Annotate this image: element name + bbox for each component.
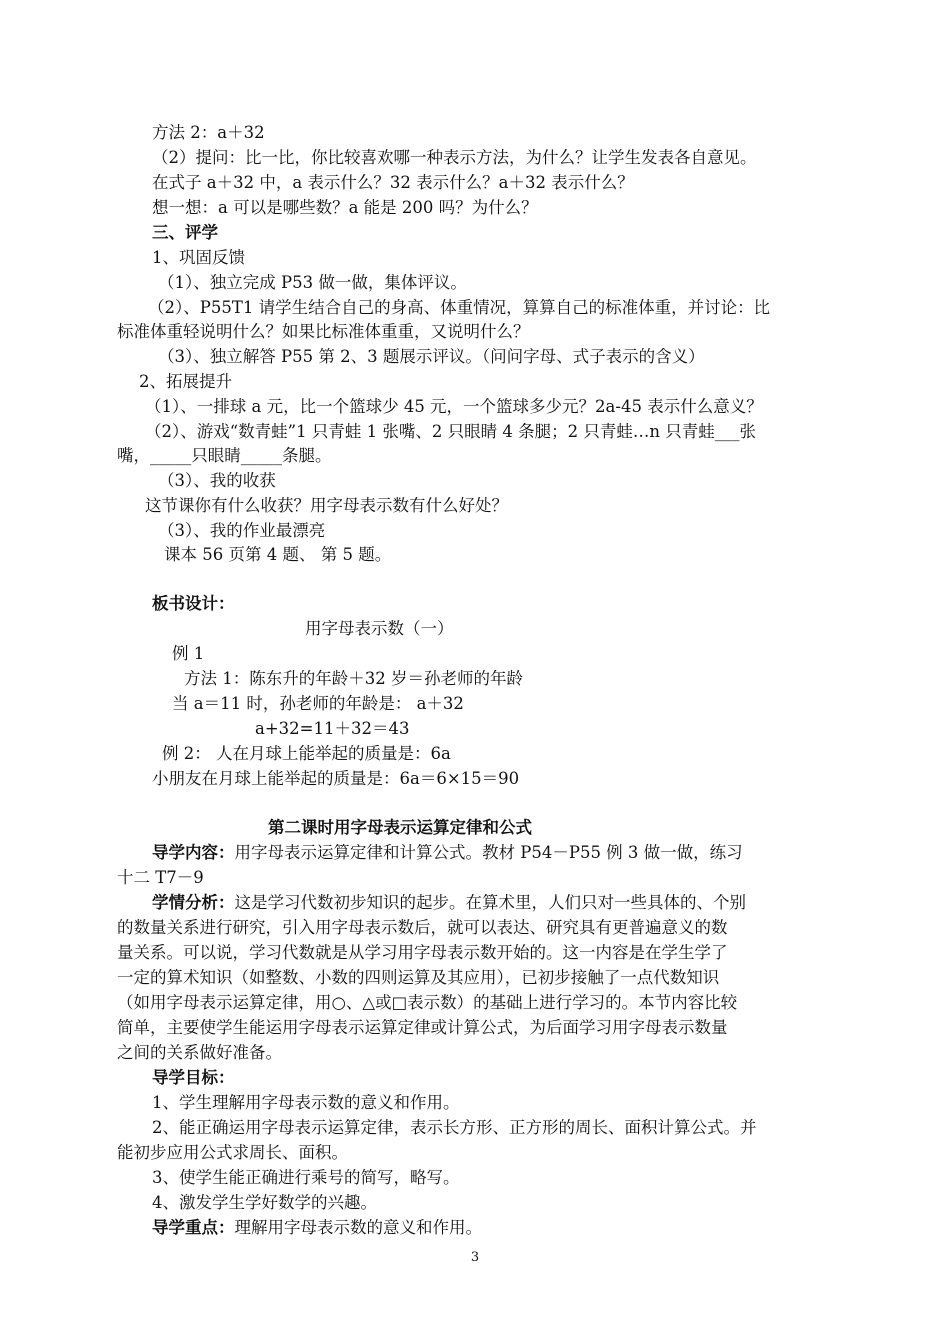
goal-3: 3、使学生能正确进行乘号的简写，略写。 bbox=[152, 1168, 460, 1187]
goals-heading: 导学目标： bbox=[152, 1068, 235, 1087]
guide-content-line bbox=[152, 843, 743, 863]
analysis-label: 学情分析： bbox=[152, 893, 235, 912]
page-number: 3 bbox=[470, 1250, 480, 1265]
board-design-heading: 板书设计： bbox=[152, 594, 235, 613]
analysis-line-2: 的数量关系进行研究，引入用字母表示数后，就可以表达、研究具有更普遍意义的数 bbox=[117, 918, 728, 937]
analysis-line-6: 简单，主要使学生能运用字母表示运算定律或计算公式，为后面学习用字母表示数量 bbox=[117, 1018, 728, 1037]
line-4: 想一想：a 可以是哪些数？a 能是 200 吗？为什么？ bbox=[152, 198, 538, 217]
line-7: （1）、独立完成 P53 做一做，集体评议。 bbox=[158, 273, 467, 292]
line-16: 这节课你有什么收获？用字母表示数有什么好处？ bbox=[145, 496, 508, 515]
line-10: （3）、独立解答 P55 第 2、3 题展示评议。（问问字母、式子表示的含义） bbox=[158, 347, 705, 366]
line-18: 课本 56 页第 4 题、 第 5 题。 bbox=[164, 545, 392, 564]
guide-content-label: 导学内容： bbox=[152, 843, 235, 862]
line-3: 在式子 a＋32 中，a 表示什么？32 表示什么？a＋32 表示什么？ bbox=[152, 173, 634, 192]
analysis-line-4: 一定的算术知识（如整数、小数的四则运算及其应用），已初步接触了一点代数知识 bbox=[117, 968, 720, 987]
line-6: 1、巩固反馈 bbox=[152, 248, 245, 267]
line-11: 2、拓展提升 bbox=[139, 372, 232, 391]
line-14: 嘴，_____只眼睛_____条腿。 bbox=[117, 446, 332, 465]
board-line-4: a+32=11＋32＝43 bbox=[255, 719, 410, 738]
line-2: （2）提问：比一比，你比较喜欢哪一种表示方法，为什么？让学生发表各自意见。 bbox=[152, 148, 757, 167]
analysis-line-7: 之间的关系做好准备。 bbox=[117, 1043, 282, 1062]
goal-2-cont: 能初步应用公式求周长、面积。 bbox=[117, 1143, 348, 1162]
line-15: （3）、我的收获 bbox=[158, 471, 276, 490]
goal-2: 2、能正确运用字母表示运算定律，表示长方形、正方形的周长、面积计算公式。并 bbox=[152, 1118, 757, 1137]
analysis-line bbox=[152, 893, 746, 913]
line-8: （2）、P55T1 请学生结合自己的身高、体重情况，算算自己的标准体重，并讨论：比 bbox=[148, 298, 771, 317]
board-line-5: 例 2： 人在月球上能举起的质量是：6a bbox=[162, 744, 451, 763]
line-1: 方法 2：a＋32 bbox=[152, 123, 265, 142]
board-line-2: 方法 1：陈东升的年龄＋32 岁＝孙老师的年龄 bbox=[184, 669, 523, 688]
board-line-6: 小朋友在月球上能举起的质量是：6a＝6×15＝90 bbox=[152, 769, 520, 788]
analysis-line-5: （如用字母表示运算定律，用○、△或□表示数）的基础上进行学习的。本节内容比较 bbox=[117, 993, 738, 1012]
board-title: 用字母表示数（一） bbox=[305, 619, 454, 638]
key-point-label: 导学重点： bbox=[152, 1218, 235, 1237]
board-line-3: 当 a＝11 时，孙老师的年龄是： a＋32 bbox=[172, 694, 464, 713]
line-9: 标准体重轻说明什么？如果比标准体重重，又说明什么？ bbox=[117, 322, 530, 341]
line-12: （1）、一排球 a 元，比一个篮球少 45 元，一个篮球多少元？2a-45 表示什么意义？ bbox=[145, 397, 763, 416]
key-point-line bbox=[152, 1218, 482, 1238]
guide-content-line-2: 十二 T7－9 bbox=[117, 868, 204, 887]
analysis-line-3: 量关系。可以说，学习代数就是从学习用字母表示数开始的。这一内容是在学生学了 bbox=[117, 943, 728, 962]
section-heading: 三、评学 bbox=[152, 223, 218, 242]
goal-4: 4、激发学生学好数学的兴趣。 bbox=[152, 1193, 377, 1212]
line-13: （2）、游戏“数青蛙”1 只青蛙 1 张嘴、2 只眼睛 4 条腿；2 只青蛙…n 只青蛙___张 bbox=[145, 422, 756, 441]
analysis-text: 这是学习代数初步知识的起步。在算术里，人们只对一些具体的、个别 bbox=[234, 893, 746, 912]
goal-1: 1、学生理解用字母表示数的意义和作用。 bbox=[152, 1093, 460, 1112]
board-line-1: 例 1 bbox=[172, 644, 205, 663]
lesson-title: 第二课时用字母表示运算定律和公式 bbox=[268, 818, 532, 837]
line-17: （3）、我的作业最漂亮 bbox=[158, 521, 326, 540]
key-point-text: 理解用字母表示数的意义和作用。 bbox=[234, 1218, 482, 1237]
guide-content-text: 用字母表示运算定律和计算公式。教材 P54－P55 例 3 做一做，练习 bbox=[234, 843, 743, 862]
